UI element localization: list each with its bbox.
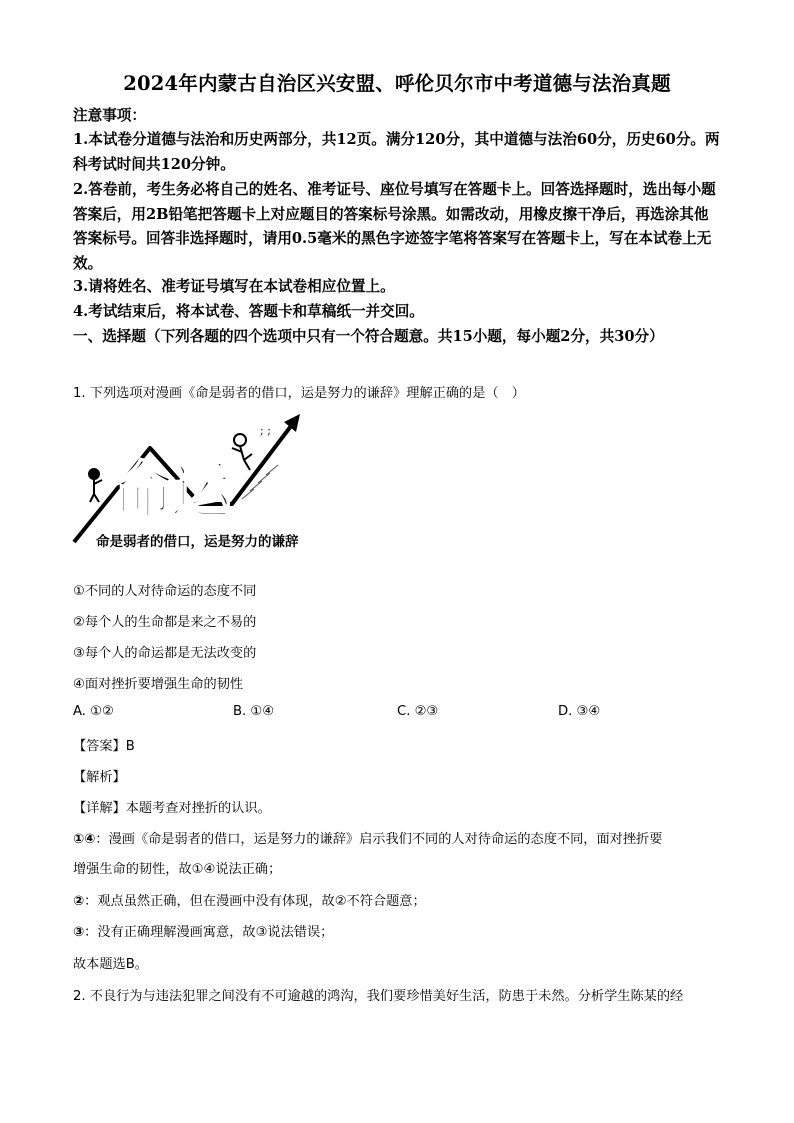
statement-4: ④面对挫折要增强生命的韧性 xyxy=(73,677,244,692)
explanation-1a xyxy=(73,828,662,847)
cartoon-figure-right xyxy=(232,434,252,470)
cartoon-char-ming: 命 xyxy=(112,454,175,527)
notice-item-1: 1.本试卷分道德与法治和历史两部分，共12页。满分120分，其中道德与法治60分，历史60分。两科考试时间共120分钟。 xyxy=(73,131,720,173)
explanation-2 xyxy=(73,890,426,909)
cartoon-char-yun: 运 xyxy=(170,454,233,527)
notice-item-4: 4.考试结束后，将本试卷、答题卡和草稿纸一并交回。 xyxy=(73,303,424,320)
statement-3: ③每个人的命运都是无法改变的 xyxy=(73,646,257,661)
option-c: C. ②③ xyxy=(397,704,439,719)
explanation-2-text: ：观点虽然正确，但在漫画中没有体现，故②不符合题意； xyxy=(84,894,426,909)
statement-1: ①不同的人对待命运的态度不同 xyxy=(73,584,257,599)
answer-line: 【答案】B xyxy=(73,739,135,754)
analysis-label: 【解析】 xyxy=(73,770,126,785)
option-b: B. ①④ xyxy=(233,704,275,719)
cartoon-figure-left xyxy=(89,469,102,502)
explanation-1-mark: ①④ xyxy=(73,832,96,847)
option-d: D. ③④ xyxy=(558,704,601,719)
question-2-stem: 2. 不良行为与违法犯罪之间没有不可逾越的鸿沟，我们要珍惜美好生活，防患于未然。分析学生陈某的经 xyxy=(73,989,684,1004)
conclusion-line: 故本题选B。 xyxy=(73,957,148,972)
section-heading: 一、选择题（下列各题的四个选项中只有一个符合题意。共15小题，每小题2分，共30分） xyxy=(73,328,664,345)
option-a: A. ①② xyxy=(73,704,114,719)
explanation-3 xyxy=(73,921,333,940)
cartoon-sweat-marks: ; ; xyxy=(260,424,271,437)
explanation-2-mark: ② xyxy=(73,894,85,909)
explanation-3-mark: ③ xyxy=(73,925,85,940)
notice-item-2: 2.答卷前，考生务必将自己的姓名、准考证号、座位号填写在答题卡上。回答选择题时，选出每小题答案后，用2B铅笔把答题卡上对应题目的答案标号涂黑。如需改动，用橡皮擦干净后，再选涂其他答案标号。回答非选择题时，请用0.5毫米的黑色字迹签字笔将答案写在答题卡上，写在本试卷上无效。 xyxy=(73,181,716,272)
cartoon-caption: 命是弱者的借口，运是努力的谦辞 xyxy=(96,534,299,550)
statement-2: ②每个人的生命都是来之不易的 xyxy=(73,615,257,630)
notice-item-3: 3.请将姓名、准考证号填写在本试卷相应位置上。 xyxy=(73,278,395,295)
explanation-3-text: ：没有正确理解漫画寓意，故③说法错误； xyxy=(84,925,334,940)
notice-heading: 注意事项： xyxy=(73,107,146,124)
explanation-1b: 增强生命的韧性，故①④说法正确； xyxy=(73,862,282,877)
detail-line: 【详解】本题考查对挫折的认识。 xyxy=(73,801,271,816)
explanation-1a-text: ：漫画《命是弱者的借口，运是努力的谦辞》启示我们不同的人对待命运的态度不同，面对挫折要 xyxy=(95,832,663,847)
question-1-stem: 1. 下列选项对漫画《命是弱者的借口，运是努力的谦辞》理解正确的是（ ） xyxy=(73,386,525,401)
page-title: 2024年内蒙古自治区兴安盟、呼伦贝尔市中考道德与法治真题 xyxy=(123,72,671,95)
